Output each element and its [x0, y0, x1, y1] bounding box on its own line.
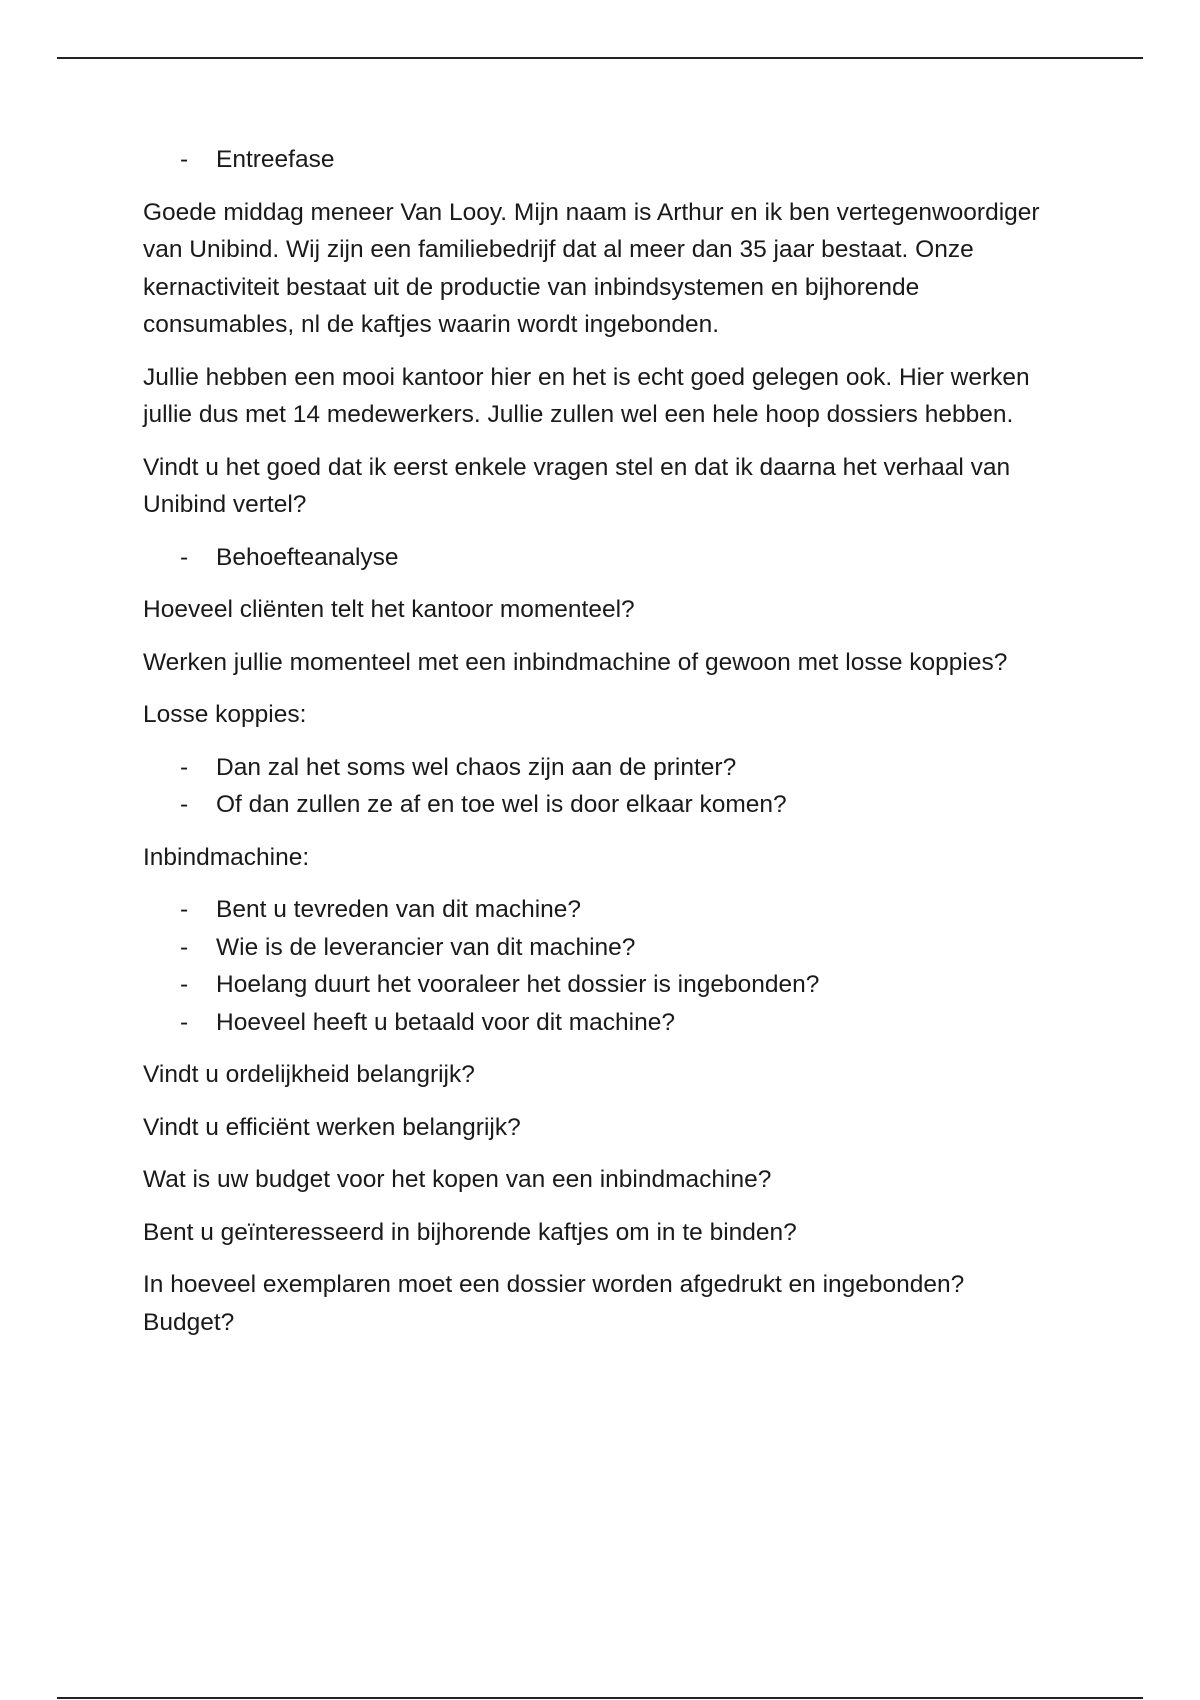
section-heading-list — [143, 141, 1063, 179]
header-rule — [57, 57, 1143, 59]
question-efficient: Vindt u efficiënt werken belangrijk? — [143, 1113, 521, 1141]
list-item: - Hoelang duurt het vooraleer het dossier is ingebonden? — [143, 966, 1063, 1004]
question-order: Vindt u ordelijkheid belangrijk? — [143, 1061, 475, 1088]
office-paragraph: Jullie hebben een mooi kantoor hier en het is echt goed gelegen ook. Hier werken jullie dus met 14 medewerkers. Jullie zullen wel een hele hoop dossiers hebben. — [143, 363, 1030, 428]
question-budget: Wat is uw budget voor het kopen van een inbindmachine? — [143, 1166, 772, 1193]
label-loose-copies: Losse koppies: — [143, 701, 307, 728]
list-item: - Bent u tevreden van dit machine? — [143, 891, 1063, 929]
question-copies-text: In hoeveel exemplaren moet een dossier worden afgedrukt en ingebonden? — [143, 1271, 965, 1298]
greeting-paragraph: Goede middag meneer Van Looy. Mijn naam is Arthur en ik ben vertegenwoordiger van Unibind. Wij zijn een familiebedrijf dat al meer dan 35 jaar bestaat. Onze kernactiviteit bestaat uit de productie van inbindsystemen en bijhorende consumables, nl de kaftjes waarin wordt ingebonden. — [143, 198, 1040, 338]
list-item: - Of dan zullen ze af en toe wel is door elkaar komen? — [143, 786, 1063, 824]
section-heading-list — [143, 539, 1063, 577]
label-binding-machine: Inbindmachine: — [143, 843, 310, 871]
document-body — [143, 141, 1063, 1356]
list-item: - Dan zal het soms wel chaos zijn aan de printer? — [143, 749, 1063, 787]
question-machine: Werken jullie momenteel met een inbindmachine of gewoon met losse koppies? — [143, 648, 1008, 676]
section-heading-behoefteanalyse: - Behoefteanalyse — [143, 539, 1063, 577]
question-budget-short: Budget? — [143, 1308, 235, 1336]
list-item: - Hoeveel heeft u betaald voor dit machine? — [143, 1004, 1063, 1042]
footer-rule — [57, 1697, 1143, 1699]
section-heading-entreefase: - Entreefase — [143, 141, 1063, 179]
question-copies — [143, 1266, 1063, 1341]
list-item: - Wie is de leverancier van dit machine? — [143, 929, 1063, 967]
binding-machine-list — [143, 891, 1063, 1041]
permission-paragraph: Vindt u het goed dat ik eerst enkele vragen stel en dat ik daarna het verhaal van Unibind vertel? — [143, 453, 1011, 518]
question-covers: Bent u geïnteresseerd in bijhorende kaftjes om in te binden? — [143, 1218, 797, 1246]
loose-copies-list — [143, 749, 1063, 824]
question-clients: Hoeveel cliënten telt het kantoor momenteel? — [143, 596, 635, 623]
